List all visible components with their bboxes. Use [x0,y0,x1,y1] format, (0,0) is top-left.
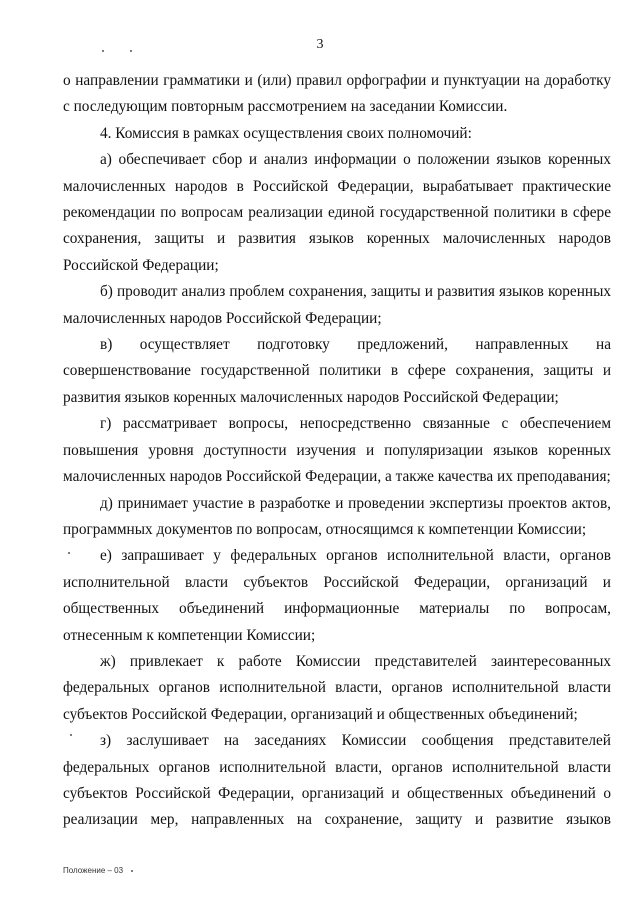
scan-speck [68,552,70,554]
paragraph-subitem-b: б) проводит анализ проблем сохранения, защиты и развития языков коренных малочисленных народов Российской Федерации; [63,283,611,327]
paragraph-subitem-z: з) заслушивает на заседаниях Комиссии сообщения представителей федеральных органов исполнительной власти, органов исполнительной власти субъектов Российской Федерации, организаций и общественных объединений о реализации мер, направленных на сохранение, защиту и развитие языков [63,732,611,829]
paragraph-subitem-g: г) рассматривает вопросы, непосредственно связанные с обеспечением повышения уровня доступности изучения и популяризации языков коренных малочисленных народов Российской Федерации, а также качества их преподавания; [63,415,611,486]
paragraph-subitem-zh: ж) привлекает к работе Комиссии представителей заинтересованных федеральных органов исполнительной власти, органов исполнительной власти субъектов Российской Федерации, организаций и общественных объединений; [63,652,611,723]
paragraph-item-4: 4. Комиссия в рамках осуществления своих полномочий: [100,124,472,142]
paragraph-continuation: о направлении грамматики и (или) правил орфографии и пунктуации на доработку с последующим повторным рассмотрением на заседании Комиссии. [63,72,611,116]
paragraph-subitem-a: а) обеспечивает сбор и анализ информации о положении языков коренных малочисленных народов в Российской Федерации, вырабатывает практические рекомендации по вопросам реализации единой государственной политики в сфере сохранения, защиты и развития языков коренных малочисленных народов Российской Федерации; [63,151,611,274]
paragraph-subitem-v: в) осуществляет подготовку предложений, направленных на совершенствование государственной политики в сфере сохранения, защиты и развития языков коренных малочисленных народов Российской Федерации; [63,336,611,406]
scan-speck [70,734,72,736]
paragraph-subitem-d: д) принимает участие в разработке и проведении экспертизы проектов актов, программных документов по вопросам, относящимся к компетенции Комиссии; [63,494,611,538]
footer-document-code: Положение – 03 [63,866,124,875]
paragraph-subitem-e: е) запрашивает у федеральных органов исполнительной власти, органов исполнительной власти субъектов Российской Федерации, организаций и общественных объединений информационные материалы по вопросам, отнесенным к компетенции Комиссии; [63,547,611,644]
document-body [63,68,611,834]
scan-speck [131,870,133,872]
page-number: 3 [316,37,324,52]
scan-speck [102,50,104,52]
scan-speck [130,50,132,52]
